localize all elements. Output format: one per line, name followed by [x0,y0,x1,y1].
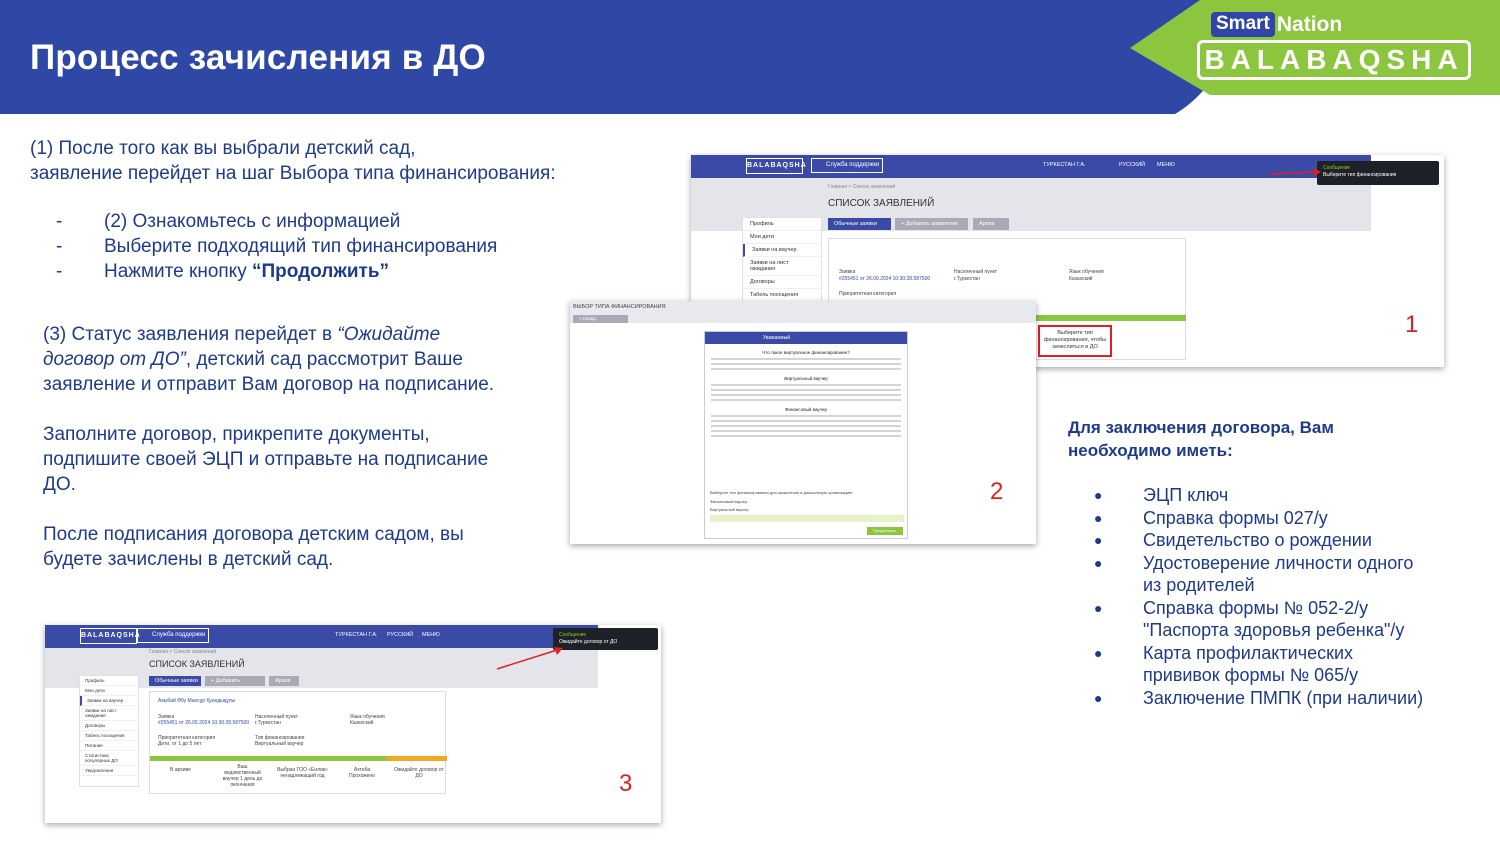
tab-archive[interactable]: Архив [973,218,1009,230]
status-text [43,322,513,597]
step-text-1: (2) Ознакомьтесь с информацией [104,211,401,232]
steps-list [56,209,497,284]
intro-text [30,136,650,186]
choose-finance-text: Выберите тип финансирования для зачисления в дошкольную организацию: [710,490,854,495]
status-paragraph-1 [43,322,513,397]
toast-text: Ожидайте договор от ДО [559,639,618,645]
page-title: Процесс зачисления в ДО [30,38,486,77]
finance-title: ВЫБОР ТИПА ФИНАНСИРОВАНИЯ [573,304,666,310]
age-label: Приоритетная категория [839,291,897,297]
logo-nation-text: Nation [1276,12,1343,36]
requirement-text: Удостоверение личности одного из родителей [1143,552,1414,595]
step-value: Выбран ГОО «Енлик» ненадлежащий год [277,767,328,779]
steps-item [56,234,497,259]
sidebar-item[interactable]: Заявки на лист ожидания [743,257,821,276]
step-value: Ахтеба Прохожено [349,767,375,779]
requirements-list [1094,484,1424,709]
status-p1-b: , детский сад рассмотрит Ваше заявление и отправит Вам договор на подписание. [43,349,495,395]
modal-header: Уважаемый [705,332,907,344]
breadcrumb: Главная > Список заявлений [828,184,896,190]
age-label: Приоритетная категория [158,735,216,741]
requirement-item [1094,507,1424,530]
requirement-text: Свидетельство о рождении [1143,530,1372,550]
sidebar [79,675,139,787]
app-logo: BALABAQSHA [746,158,803,174]
fin-type: Виртуальный ваучер [255,741,304,747]
language: Казахский [350,720,374,726]
brand-logo [1197,10,1475,82]
status-paragraph-3: После подписания договора детским садом, вы будете зачислены в детский сад. [43,524,464,570]
dash-marker: - [56,236,63,257]
language-selector[interactable]: РУССКИЙ [387,632,414,638]
requirement-text: Справка формы № 052-2/у "Паспорта здоровья ребенка"/у [1143,597,1405,640]
requirement-text: Карта профилактических прививок формы № 065/у [1143,642,1359,685]
language-label: Язык обучения [350,714,385,720]
dash-marker: - [56,261,63,282]
continue-button[interactable]: Продолжить [867,527,903,535]
step-value: В архиве [170,767,191,773]
sidebar-item[interactable]: Уведомления [80,766,138,776]
bullet-marker: ● [1094,509,1103,526]
tab-add[interactable]: + Добавить [205,676,265,686]
bullet-marker: ● [1094,599,1103,616]
logo-balabaqsha: BALABAQSHA [1197,40,1471,80]
sidebar-item[interactable]: Профиль [743,218,821,231]
locality: г.Туркестан [255,720,281,726]
toast-message [1317,161,1439,185]
requirements-title: Для заключения договора, Вам необходимо иметь: [1068,418,1334,460]
support-button[interactable]: Служба поддержки [811,158,883,173]
dash-marker: - [56,211,63,232]
modal-title-3: Финансовый ваучер [785,407,827,412]
toast-text: Выберите тип финансирования [1323,172,1397,178]
sidebar-item[interactable]: Профиль [80,676,138,686]
option-financial[interactable]: Финансовый ваучер [710,499,748,504]
sidebar-item[interactable]: Табель посещения [80,731,138,741]
screenshot-number-1: 1 [1405,311,1419,338]
app-no: #255451 от 26.09.2024 10:30:28.587500 [839,276,931,282]
step-text-2: Выберите подходящий тип финансирования [104,236,498,257]
app-no-label: Заявка [839,269,856,275]
requirement-text: Справка формы 027/у [1143,507,1328,528]
menu-button[interactable]: МЕНЮ [1157,162,1175,168]
screenshot-number-3: 3 [619,770,633,797]
tab-regular[interactable]: Обычные заявки [149,676,201,686]
red-arrow-icon [1269,167,1321,179]
choose-finance-box[interactable]: Выберите тип финансирования, чтобы зачислиться в ДО [1038,325,1112,357]
requirement-item [1094,552,1424,597]
sidebar-item[interactable]: Питание [80,741,138,751]
breadcrumb: Главная > Список заявлений [149,649,217,655]
bullet-marker: ● [1094,689,1103,706]
progress-current-bar [387,756,447,761]
step-text-3-prefix: Нажмите кнопку [104,261,252,282]
screenshot-awaiting-contract [45,625,661,823]
bullet-marker: ● [1094,532,1103,548]
sidebar-item[interactable]: Договоры [80,721,138,731]
sidebar-item[interactable]: Мои дети [80,686,138,696]
locality: г.Туркестан [954,276,980,282]
locality-label: Населенный пункт [954,269,998,275]
status-p1-a: (3) Статус заявления перейдет в [43,324,338,345]
tab-add[interactable]: + Добавить заявление [895,218,968,230]
app-logo: BALABAQSHA [80,628,137,644]
sidebar-item[interactable]: Мои дети [743,231,821,244]
info-bar [710,515,904,522]
steps-item [56,259,497,284]
sidebar-item-active[interactable]: Заявки на ваучер [80,696,138,706]
bullet-marker: ● [1094,554,1103,571]
sidebar-item[interactable]: Статистика популярных ДО [80,751,138,766]
progress-done-bar [150,756,387,761]
continue-button-name: “Продолжить” [251,261,390,282]
city-selector[interactable]: ТУРКЕСТАН Г.А. [335,632,378,638]
requirement-text: ЭЦП ключ [1143,485,1229,505]
language-label: Язык обучения [1069,269,1104,275]
tab-archive[interactable]: Архив [269,676,299,686]
support-button[interactable]: Служба поддержки [137,628,209,643]
app-no: #255451 от 26.09.2024 10:30:28.587500 [158,720,250,726]
requirement-text: Заключение ПМПК (при наличии) [1143,687,1424,708]
language: Казахский [1069,276,1093,282]
step-value: Ваш ведомственный ваучер 1 день до окончания [222,764,263,788]
screenshot-number-2: 2 [990,478,1004,505]
requirement-item [1094,597,1424,642]
modal-title-2: Виртуальный ваучер [784,376,828,381]
intro-line-1: (1) После того как вы выбрали детский сад, [30,138,416,159]
modal-title-1: Что такое виртуальное финансирование? [762,350,850,355]
sidebar-item[interactable]: Договоры [743,276,821,289]
application-card [149,691,446,794]
requirement-item [1094,687,1424,710]
steps-item [56,209,497,234]
progress-step-bar [1036,315,1186,321]
logo-smart-text: Smart [1211,12,1275,37]
red-arrow-icon [495,645,565,671]
city-selector[interactable]: ТУРКЕСТАН Г.А. [1043,162,1086,168]
child-name: Ахыбай Әбу Мансұр Қуандықұлы [158,698,236,704]
menu-button[interactable]: МЕНЮ [422,632,440,638]
locality-label: Населенный пункт [255,714,299,720]
requirement-item [1094,642,1424,687]
sidebar-item[interactable]: Заявки на лист ожидания [80,706,138,721]
age: Дети, от 1 до 5 лет [158,741,202,747]
status-paragraph-2: Заполните договор, прикрепите документы, подпишите своей ЭЦП и отправьте на подписание ДО. [43,424,489,495]
language-selector[interactable]: РУССКИЙ [1119,162,1146,168]
back-button[interactable]: < Назад [573,315,628,323]
list-heading: СПИСОК ЗАЯВЛЕНИЙ [828,198,935,209]
step-value: Ожидайте договор от ДО [394,767,444,779]
screenshot-finance-type [570,301,1036,544]
toast-title: Сообщение [559,632,587,638]
toast-title: Сообщение [1323,165,1351,171]
sidebar-item-active[interactable]: Заявки на ваучер [743,244,821,257]
app-no-label: Заявка [158,714,175,720]
requirement-item [1094,484,1424,507]
tab-regular[interactable]: Обычные заявки [828,218,891,230]
sidebar-item[interactable]: Табель посещения [743,289,821,302]
step-text-3 [104,259,389,284]
fin-label: Тип финансирования [255,735,305,741]
bullet-marker: ● [1094,644,1103,661]
status-p1-italic: “Ожидайте договор от ДО” [43,324,441,370]
intro-line-2: заявление перейдет на шаг Выбора типа финансирования: [30,163,556,184]
bullet-marker: ● [1094,487,1103,503]
list-heading: СПИСОК ЗАЯВЛЕНИЙ [149,659,245,669]
toast-message [553,628,658,650]
finance-modal [704,331,908,539]
option-virtual[interactable]: Виртуальный ваучер [710,507,749,512]
requirement-item [1094,529,1424,552]
